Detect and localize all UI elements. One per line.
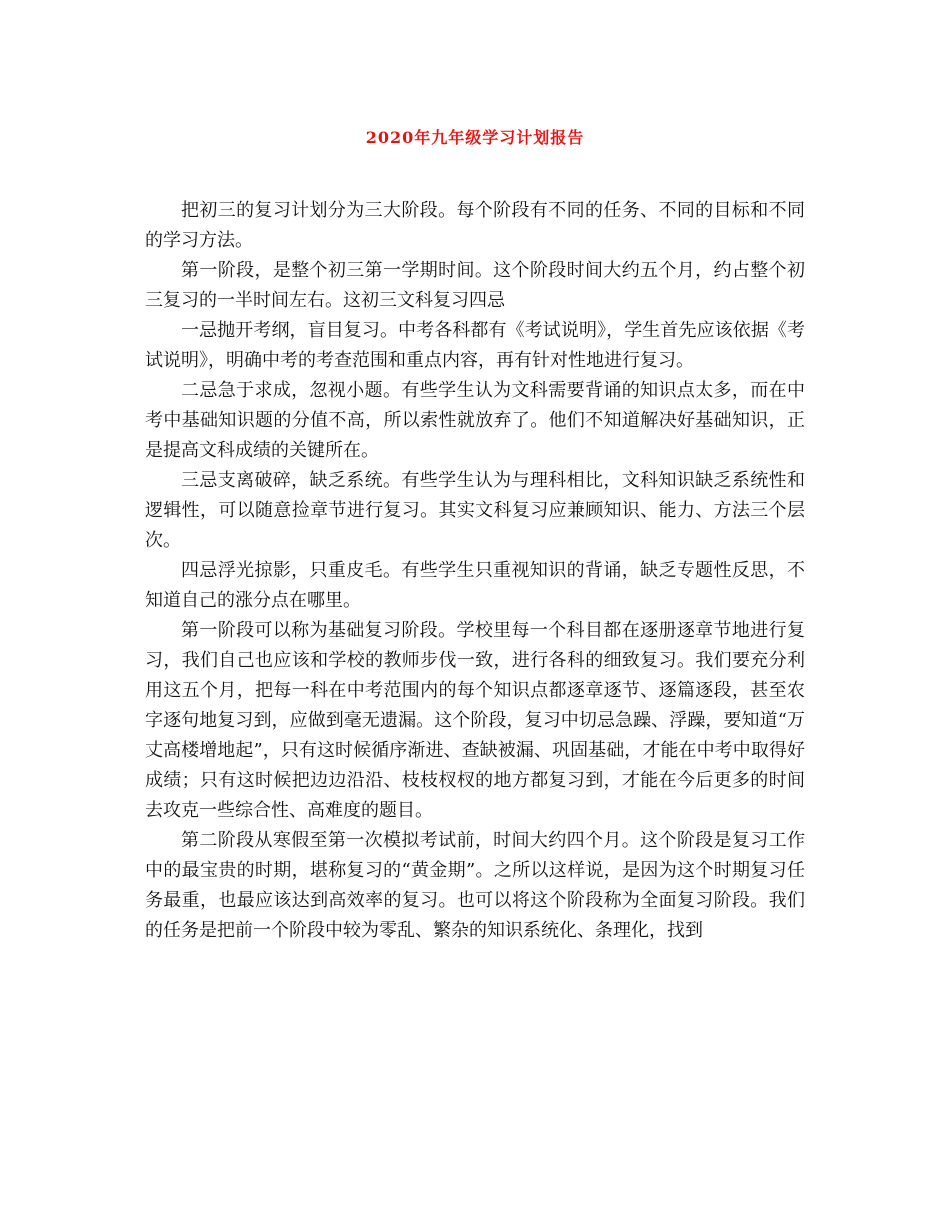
paragraph: 四忌浮光掠影，只重皮毛。有些学生只重视知识的背诵，缺乏专题性反思，不知道自己的涨分点在哪里。 — [145, 560, 805, 611]
paragraph: 三忌支离破碎，缺乏系统。有些学生认为与理科相比，文科知识缺乏系统性和逻辑性，可以随意捡章节进行复习。其实文科复习应兼顾知识、能力、方法三个层次。 — [145, 470, 805, 551]
document-body — [145, 196, 805, 946]
paragraph: 一忌抛开考纲，盲目复习。中考各科都有《考试说明》，学生首先应该依据《考试说明》，明确中考的考查范围和重点内容，再有针对性地进行复习。 — [145, 320, 805, 371]
paragraph: 第一阶段，是整个初三第一学期时间。这个阶段时间大约五个月，约占整个初三复习的一半时间左右。这初三文科复习四忌 — [145, 260, 805, 311]
paragraph: 第二阶段从寒假至第一次模拟考试前，时间大约四个月。这个阶段是复习工作中的最宝贵的时期，堪称复习的“黄金期”。之所以这样说，是因为这个时期复习任务最重，也最应该达到高效率的复习。也可以将这个阶段称为全面复习阶段。我们的任务是把前一个阶段中较为零乱、繁杂的知识系统化、条理化，找到 — [145, 830, 805, 941]
paragraph: 第一阶段可以称为基础复习阶段。学校里每一个科目都在逐册逐章节地进行复习，我们自己也应该和学校的教师步伐一致，进行各科的细致复习。我们要充分利用这五个月，把每一科在中考范围内的每个知识点都逐章逐节、逐篇逐段，甚至农字逐句地复习到，应做到毫无遗漏。这个阶段，复习中切忌急躁、浮躁，要知道“万丈高楼增地起”，只有这时候循序渐进、查缺被漏、巩固基础，才能在中考中取得好成绩；只有这时候把边边沿沿、枝枝杈杈的地方都复习到，才能在今后更多的时间去攻克一些综合性、高难度的题目。 — [145, 620, 805, 821]
document-title: 2020年九年级学习计划报告 — [365, 128, 585, 147]
paragraph: 把初三的复习计划分为三大阶段。每个阶段有不同的任务、不同的目标和不同的学习方法。 — [145, 200, 805, 251]
paragraph: 二忌急于求成，忽视小题。有些学生认为文科需要背诵的知识点太多，而在中考中基础知识题的分值不高，所以索性就放弃了。他们不知道解决好基础知识，正是提高文科成绩的关键所在。 — [145, 380, 805, 461]
